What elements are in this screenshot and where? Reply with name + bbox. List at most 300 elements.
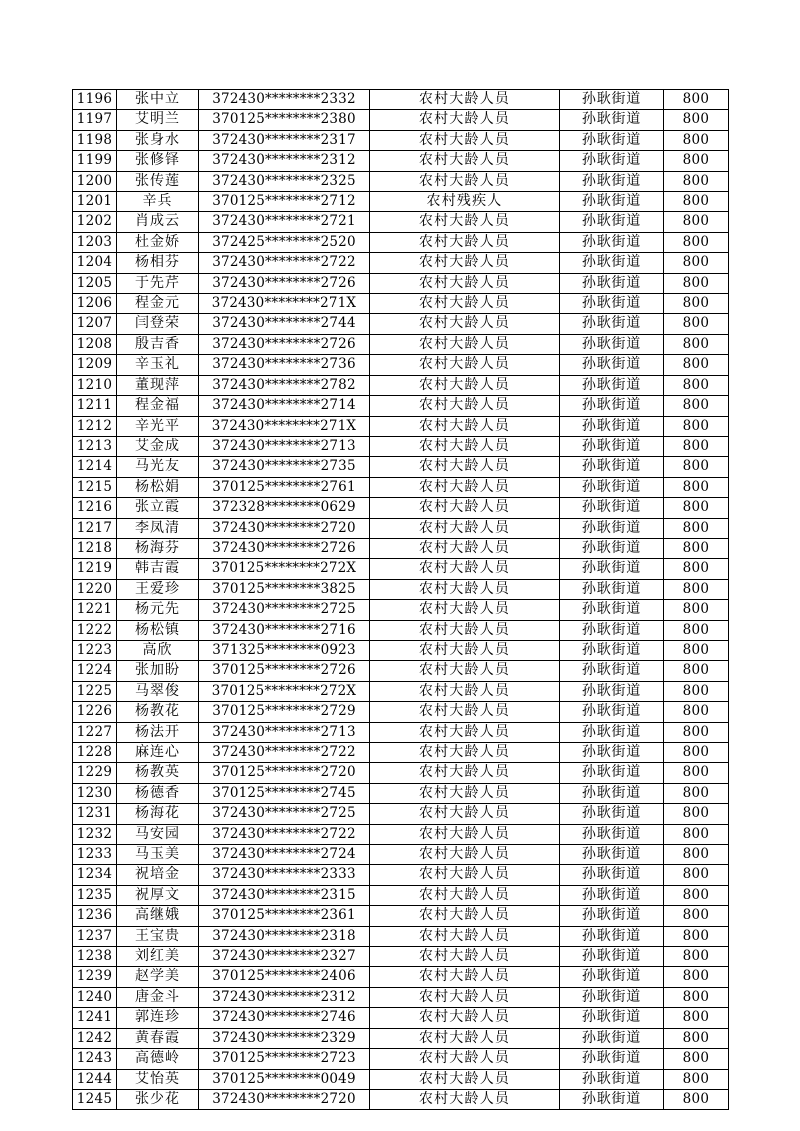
cell-person-name: 殷吉香 xyxy=(117,334,199,354)
table-row xyxy=(73,763,729,783)
cell-person-name: 唐金斗 xyxy=(117,987,199,1007)
cell-sequence-number: 1245 xyxy=(73,1089,117,1109)
cell-subdistrict: 孙耿街道 xyxy=(560,212,664,232)
cell-id-number: 370125********272X xyxy=(199,559,370,579)
cell-sequence-number: 1225 xyxy=(73,681,117,701)
table-row xyxy=(73,436,729,456)
cell-person-name: 杨相芬 xyxy=(117,253,199,273)
cell-subdistrict: 孙耿街道 xyxy=(560,1008,664,1028)
cell-amount: 800 xyxy=(664,743,729,763)
cell-category: 农村大龄人员 xyxy=(370,926,560,946)
cell-person-name: 杨海花 xyxy=(117,804,199,824)
table-row xyxy=(73,457,729,477)
cell-sequence-number: 1205 xyxy=(73,273,117,293)
table-row xyxy=(73,416,729,436)
cell-amount: 800 xyxy=(664,457,729,477)
cell-sequence-number: 1207 xyxy=(73,314,117,334)
cell-subdistrict: 孙耿街道 xyxy=(560,702,664,722)
cell-id-number: 372430********2721 xyxy=(199,212,370,232)
cell-id-number: 370125********0049 xyxy=(199,1069,370,1089)
cell-sequence-number: 1211 xyxy=(73,396,117,416)
table-row xyxy=(73,906,729,926)
cell-subdistrict: 孙耿街道 xyxy=(560,498,664,518)
cell-person-name: 刘红美 xyxy=(117,947,199,967)
cell-subdistrict: 孙耿街道 xyxy=(560,947,664,967)
cell-amount: 800 xyxy=(664,885,729,905)
cell-subdistrict: 孙耿街道 xyxy=(560,885,664,905)
cell-amount: 800 xyxy=(664,1028,729,1048)
cell-id-number: 370125********272X xyxy=(199,681,370,701)
cell-person-name: 马翠俊 xyxy=(117,681,199,701)
cell-id-number: 370125********2380 xyxy=(199,110,370,130)
cell-category: 农村大龄人员 xyxy=(370,1049,560,1069)
cell-id-number: 372430********2722 xyxy=(199,253,370,273)
cell-sequence-number: 1222 xyxy=(73,620,117,640)
cell-subdistrict: 孙耿街道 xyxy=(560,600,664,620)
cell-person-name: 杜金娇 xyxy=(117,232,199,252)
cell-person-name: 杨海芬 xyxy=(117,538,199,558)
table-row xyxy=(73,559,729,579)
cell-subdistrict: 孙耿街道 xyxy=(560,130,664,150)
table-row xyxy=(73,90,729,110)
cell-category: 农村残疾人 xyxy=(370,192,560,212)
cell-amount: 800 xyxy=(664,232,729,252)
table-row xyxy=(73,743,729,763)
table-row xyxy=(73,926,729,946)
cell-category: 农村大龄人员 xyxy=(370,620,560,640)
cell-subdistrict: 孙耿街道 xyxy=(560,436,664,456)
cell-category: 农村大龄人员 xyxy=(370,600,560,620)
table-row xyxy=(73,885,729,905)
cell-sequence-number: 1228 xyxy=(73,743,117,763)
cell-id-number: 370125********2761 xyxy=(199,477,370,497)
cell-amount: 800 xyxy=(664,620,729,640)
cell-sequence-number: 1244 xyxy=(73,1069,117,1089)
cell-amount: 800 xyxy=(664,110,729,130)
cell-subdistrict: 孙耿街道 xyxy=(560,1028,664,1048)
cell-subdistrict: 孙耿街道 xyxy=(560,396,664,416)
cell-person-name: 杨教英 xyxy=(117,763,199,783)
table-row xyxy=(73,783,729,803)
cell-amount: 800 xyxy=(664,804,729,824)
cell-category: 农村大龄人员 xyxy=(370,498,560,518)
cell-amount: 800 xyxy=(664,518,729,538)
cell-amount: 800 xyxy=(664,640,729,660)
cell-sequence-number: 1235 xyxy=(73,885,117,905)
cell-sequence-number: 1230 xyxy=(73,783,117,803)
cell-id-number: 372430********2720 xyxy=(199,518,370,538)
table-row xyxy=(73,1069,729,1089)
cell-amount: 800 xyxy=(664,498,729,518)
cell-person-name: 韩吉霞 xyxy=(117,559,199,579)
cell-sequence-number: 1197 xyxy=(73,110,117,130)
cell-amount: 800 xyxy=(664,926,729,946)
cell-person-name: 肖成云 xyxy=(117,212,199,232)
cell-sequence-number: 1198 xyxy=(73,130,117,150)
cell-id-number: 371325********0923 xyxy=(199,640,370,660)
table-row xyxy=(73,640,729,660)
cell-amount: 800 xyxy=(664,947,729,967)
cell-sequence-number: 1208 xyxy=(73,334,117,354)
cell-id-number: 372430********2725 xyxy=(199,600,370,620)
cell-id-number: 372425********2520 xyxy=(199,232,370,252)
cell-id-number: 372430********2726 xyxy=(199,538,370,558)
cell-person-name: 辛兵 xyxy=(117,192,199,212)
cell-category: 农村大龄人员 xyxy=(370,1008,560,1028)
cell-category: 农村大龄人员 xyxy=(370,90,560,110)
cell-amount: 800 xyxy=(664,192,729,212)
cell-person-name: 高继娥 xyxy=(117,906,199,926)
cell-person-name: 张身水 xyxy=(117,130,199,150)
table-row xyxy=(73,130,729,150)
cell-category: 农村大龄人员 xyxy=(370,436,560,456)
cell-category: 农村大龄人员 xyxy=(370,987,560,1007)
cell-id-number: 372430********2713 xyxy=(199,722,370,742)
cell-person-name: 张加盼 xyxy=(117,661,199,681)
cell-person-name: 闫登荣 xyxy=(117,314,199,334)
cell-id-number: 372430********2736 xyxy=(199,355,370,375)
cell-category: 农村大龄人员 xyxy=(370,947,560,967)
cell-sequence-number: 1219 xyxy=(73,559,117,579)
cell-subdistrict: 孙耿街道 xyxy=(560,804,664,824)
cell-id-number: 372430********2318 xyxy=(199,926,370,946)
cell-person-name: 于先芹 xyxy=(117,273,199,293)
cell-id-number: 372430********2722 xyxy=(199,743,370,763)
cell-subdistrict: 孙耿街道 xyxy=(560,763,664,783)
cell-category: 农村大龄人员 xyxy=(370,171,560,191)
cell-category: 农村大龄人员 xyxy=(370,151,560,171)
cell-category: 农村大龄人员 xyxy=(370,967,560,987)
cell-sequence-number: 1216 xyxy=(73,498,117,518)
cell-subdistrict: 孙耿街道 xyxy=(560,192,664,212)
cell-id-number: 370125********2729 xyxy=(199,702,370,722)
cell-person-name: 辛光平 xyxy=(117,416,199,436)
table-row xyxy=(73,253,729,273)
cell-id-number: 372430********271X xyxy=(199,294,370,314)
cell-id-number: 370125********2712 xyxy=(199,192,370,212)
cell-sequence-number: 1232 xyxy=(73,824,117,844)
cell-category: 农村大龄人员 xyxy=(370,1028,560,1048)
cell-subdistrict: 孙耿街道 xyxy=(560,375,664,395)
table-row xyxy=(73,477,729,497)
cell-id-number: 372430********2329 xyxy=(199,1028,370,1048)
cell-category: 农村大龄人员 xyxy=(370,130,560,150)
cell-person-name: 高欣 xyxy=(117,640,199,660)
cell-sequence-number: 1233 xyxy=(73,845,117,865)
cell-category: 农村大龄人员 xyxy=(370,396,560,416)
cell-category: 农村大龄人员 xyxy=(370,824,560,844)
cell-id-number: 372430********2744 xyxy=(199,314,370,334)
cell-id-number: 372430********2327 xyxy=(199,947,370,967)
table-row xyxy=(73,518,729,538)
table-row xyxy=(73,579,729,599)
cell-amount: 800 xyxy=(664,171,729,191)
cell-subdistrict: 孙耿街道 xyxy=(560,416,664,436)
cell-category: 农村大龄人员 xyxy=(370,355,560,375)
cell-sequence-number: 1206 xyxy=(73,294,117,314)
cell-amount: 800 xyxy=(664,396,729,416)
cell-amount: 800 xyxy=(664,436,729,456)
cell-subdistrict: 孙耿街道 xyxy=(560,661,664,681)
cell-person-name: 马光友 xyxy=(117,457,199,477)
cell-amount: 800 xyxy=(664,314,729,334)
cell-person-name: 王爱珍 xyxy=(117,579,199,599)
cell-subdistrict: 孙耿街道 xyxy=(560,90,664,110)
cell-category: 农村大龄人员 xyxy=(370,845,560,865)
cell-amount: 800 xyxy=(664,273,729,293)
cell-person-name: 程金福 xyxy=(117,396,199,416)
cell-amount: 800 xyxy=(664,416,729,436)
cell-person-name: 艾怡英 xyxy=(117,1069,199,1089)
cell-sequence-number: 1220 xyxy=(73,579,117,599)
table-row xyxy=(73,804,729,824)
cell-amount: 800 xyxy=(664,987,729,1007)
cell-sequence-number: 1213 xyxy=(73,436,117,456)
table-row xyxy=(73,334,729,354)
table-row xyxy=(73,661,729,681)
table-row xyxy=(73,151,729,171)
cell-person-name: 杨教花 xyxy=(117,702,199,722)
cell-sequence-number: 1209 xyxy=(73,355,117,375)
cell-subdistrict: 孙耿街道 xyxy=(560,171,664,191)
cell-subdistrict: 孙耿街道 xyxy=(560,273,664,293)
cell-category: 农村大龄人员 xyxy=(370,579,560,599)
cell-subdistrict: 孙耿街道 xyxy=(560,681,664,701)
cell-category: 农村大龄人员 xyxy=(370,804,560,824)
roster-table-body xyxy=(73,90,729,1110)
cell-category: 农村大龄人员 xyxy=(370,681,560,701)
cell-sequence-number: 1212 xyxy=(73,416,117,436)
table-row xyxy=(73,212,729,232)
cell-amount: 800 xyxy=(664,212,729,232)
cell-subdistrict: 孙耿街道 xyxy=(560,538,664,558)
table-row xyxy=(73,987,729,1007)
cell-id-number: 372430********2312 xyxy=(199,987,370,1007)
table-row xyxy=(73,355,729,375)
cell-person-name: 艾明兰 xyxy=(117,110,199,130)
cell-id-number: 370125********2745 xyxy=(199,783,370,803)
cell-amount: 800 xyxy=(664,722,729,742)
cell-person-name: 祝厚文 xyxy=(117,885,199,905)
table-row xyxy=(73,396,729,416)
cell-id-number: 372430********2724 xyxy=(199,845,370,865)
cell-subdistrict: 孙耿街道 xyxy=(560,457,664,477)
cell-id-number: 372430********2332 xyxy=(199,90,370,110)
cell-amount: 800 xyxy=(664,151,729,171)
cell-subdistrict: 孙耿街道 xyxy=(560,518,664,538)
roster-table-container xyxy=(72,89,728,1110)
table-row xyxy=(73,1028,729,1048)
cell-subdistrict: 孙耿街道 xyxy=(560,110,664,130)
cell-amount: 800 xyxy=(664,579,729,599)
cell-id-number: 372430********2725 xyxy=(199,804,370,824)
table-row xyxy=(73,294,729,314)
cell-person-name: 郭连珍 xyxy=(117,1008,199,1028)
cell-id-number: 372430********2713 xyxy=(199,436,370,456)
cell-amount: 800 xyxy=(664,294,729,314)
cell-id-number: 372430********2325 xyxy=(199,171,370,191)
cell-sequence-number: 1204 xyxy=(73,253,117,273)
cell-category: 农村大龄人员 xyxy=(370,865,560,885)
cell-subdistrict: 孙耿街道 xyxy=(560,783,664,803)
cell-subdistrict: 孙耿街道 xyxy=(560,640,664,660)
cell-id-number: 372430********2714 xyxy=(199,396,370,416)
cell-person-name: 杨元先 xyxy=(117,600,199,620)
cell-id-number: 372430********2735 xyxy=(199,457,370,477)
cell-sequence-number: 1203 xyxy=(73,232,117,252)
cell-sequence-number: 1199 xyxy=(73,151,117,171)
cell-amount: 800 xyxy=(664,1008,729,1028)
cell-amount: 800 xyxy=(664,477,729,497)
cell-category: 农村大龄人员 xyxy=(370,743,560,763)
cell-category: 农村大龄人员 xyxy=(370,110,560,130)
cell-category: 农村大龄人员 xyxy=(370,763,560,783)
table-row xyxy=(73,967,729,987)
cell-person-name: 杨德香 xyxy=(117,783,199,803)
table-row xyxy=(73,681,729,701)
cell-category: 农村大龄人员 xyxy=(370,722,560,742)
cell-id-number: 370125********2720 xyxy=(199,763,370,783)
cell-category: 农村大龄人员 xyxy=(370,783,560,803)
cell-subdistrict: 孙耿街道 xyxy=(560,477,664,497)
table-row xyxy=(73,192,729,212)
cell-subdistrict: 孙耿街道 xyxy=(560,294,664,314)
cell-id-number: 372430********2315 xyxy=(199,885,370,905)
cell-category: 农村大龄人员 xyxy=(370,334,560,354)
cell-category: 农村大龄人员 xyxy=(370,538,560,558)
cell-id-number: 370125********2726 xyxy=(199,661,370,681)
cell-id-number: 372430********271X xyxy=(199,416,370,436)
cell-sequence-number: 1214 xyxy=(73,457,117,477)
cell-sequence-number: 1210 xyxy=(73,375,117,395)
cell-subdistrict: 孙耿街道 xyxy=(560,824,664,844)
table-row xyxy=(73,620,729,640)
cell-subdistrict: 孙耿街道 xyxy=(560,151,664,171)
cell-person-name: 张少花 xyxy=(117,1089,199,1109)
cell-amount: 800 xyxy=(664,334,729,354)
cell-person-name: 马安园 xyxy=(117,824,199,844)
cell-subdistrict: 孙耿街道 xyxy=(560,232,664,252)
cell-amount: 800 xyxy=(664,702,729,722)
table-row xyxy=(73,865,729,885)
cell-amount: 800 xyxy=(664,865,729,885)
cell-sequence-number: 1237 xyxy=(73,926,117,946)
cell-amount: 800 xyxy=(664,253,729,273)
cell-person-name: 辛玉礼 xyxy=(117,355,199,375)
cell-subdistrict: 孙耿街道 xyxy=(560,865,664,885)
table-row xyxy=(73,947,729,967)
cell-category: 农村大龄人员 xyxy=(370,416,560,436)
table-row xyxy=(73,845,729,865)
cell-amount: 800 xyxy=(664,824,729,844)
cell-amount: 800 xyxy=(664,1089,729,1109)
cell-amount: 800 xyxy=(664,600,729,620)
cell-sequence-number: 1221 xyxy=(73,600,117,620)
table-row xyxy=(73,1049,729,1069)
cell-category: 农村大龄人员 xyxy=(370,559,560,579)
cell-id-number: 372430********2746 xyxy=(199,1008,370,1028)
cell-sequence-number: 1196 xyxy=(73,90,117,110)
cell-person-name: 李凤清 xyxy=(117,518,199,538)
cell-id-number: 372328********0629 xyxy=(199,498,370,518)
cell-person-name: 马玉美 xyxy=(117,845,199,865)
cell-sequence-number: 1218 xyxy=(73,538,117,558)
cell-sequence-number: 1240 xyxy=(73,987,117,1007)
cell-person-name: 杨法开 xyxy=(117,722,199,742)
cell-id-number: 370125********2406 xyxy=(199,967,370,987)
cell-person-name: 麻连心 xyxy=(117,743,199,763)
cell-sequence-number: 1229 xyxy=(73,763,117,783)
cell-person-name: 杨松娟 xyxy=(117,477,199,497)
cell-category: 农村大龄人员 xyxy=(370,1069,560,1089)
cell-amount: 800 xyxy=(664,90,729,110)
cell-amount: 800 xyxy=(664,538,729,558)
cell-subdistrict: 孙耿街道 xyxy=(560,355,664,375)
cell-category: 农村大龄人员 xyxy=(370,273,560,293)
table-row xyxy=(73,702,729,722)
cell-category: 农村大龄人员 xyxy=(370,702,560,722)
cell-category: 农村大龄人员 xyxy=(370,1089,560,1109)
cell-person-name: 张修铎 xyxy=(117,151,199,171)
cell-category: 农村大龄人员 xyxy=(370,375,560,395)
cell-sequence-number: 1242 xyxy=(73,1028,117,1048)
cell-sequence-number: 1241 xyxy=(73,1008,117,1028)
cell-sequence-number: 1202 xyxy=(73,212,117,232)
table-row xyxy=(73,722,729,742)
table-row xyxy=(73,1089,729,1109)
cell-person-name: 艾金成 xyxy=(117,436,199,456)
cell-category: 农村大龄人员 xyxy=(370,314,560,334)
table-row xyxy=(73,538,729,558)
cell-id-number: 370125********2361 xyxy=(199,906,370,926)
cell-amount: 800 xyxy=(664,783,729,803)
cell-id-number: 372430********2782 xyxy=(199,375,370,395)
cell-category: 农村大龄人员 xyxy=(370,906,560,926)
cell-id-number: 370125********2723 xyxy=(199,1049,370,1069)
table-row xyxy=(73,824,729,844)
cell-subdistrict: 孙耿街道 xyxy=(560,906,664,926)
cell-amount: 800 xyxy=(664,1049,729,1069)
cell-amount: 800 xyxy=(664,845,729,865)
cell-subdistrict: 孙耿街道 xyxy=(560,334,664,354)
cell-sequence-number: 1201 xyxy=(73,192,117,212)
cell-subdistrict: 孙耿街道 xyxy=(560,579,664,599)
cell-person-name: 程金元 xyxy=(117,294,199,314)
table-row xyxy=(73,375,729,395)
cell-amount: 800 xyxy=(664,661,729,681)
cell-sequence-number: 1217 xyxy=(73,518,117,538)
cell-id-number: 372430********2726 xyxy=(199,273,370,293)
cell-id-number: 370125********3825 xyxy=(199,579,370,599)
cell-amount: 800 xyxy=(664,906,729,926)
cell-amount: 800 xyxy=(664,1069,729,1089)
table-row xyxy=(73,171,729,191)
cell-subdistrict: 孙耿街道 xyxy=(560,722,664,742)
cell-sequence-number: 1234 xyxy=(73,865,117,885)
cell-sequence-number: 1224 xyxy=(73,661,117,681)
table-row xyxy=(73,110,729,130)
cell-sequence-number: 1200 xyxy=(73,171,117,191)
roster-table xyxy=(72,89,729,1110)
cell-category: 农村大龄人员 xyxy=(370,518,560,538)
cell-subdistrict: 孙耿街道 xyxy=(560,314,664,334)
table-row xyxy=(73,273,729,293)
cell-id-number: 372430********2726 xyxy=(199,334,370,354)
cell-category: 农村大龄人员 xyxy=(370,457,560,477)
table-row xyxy=(73,314,729,334)
cell-person-name: 张中立 xyxy=(117,90,199,110)
cell-person-name: 董现萍 xyxy=(117,375,199,395)
